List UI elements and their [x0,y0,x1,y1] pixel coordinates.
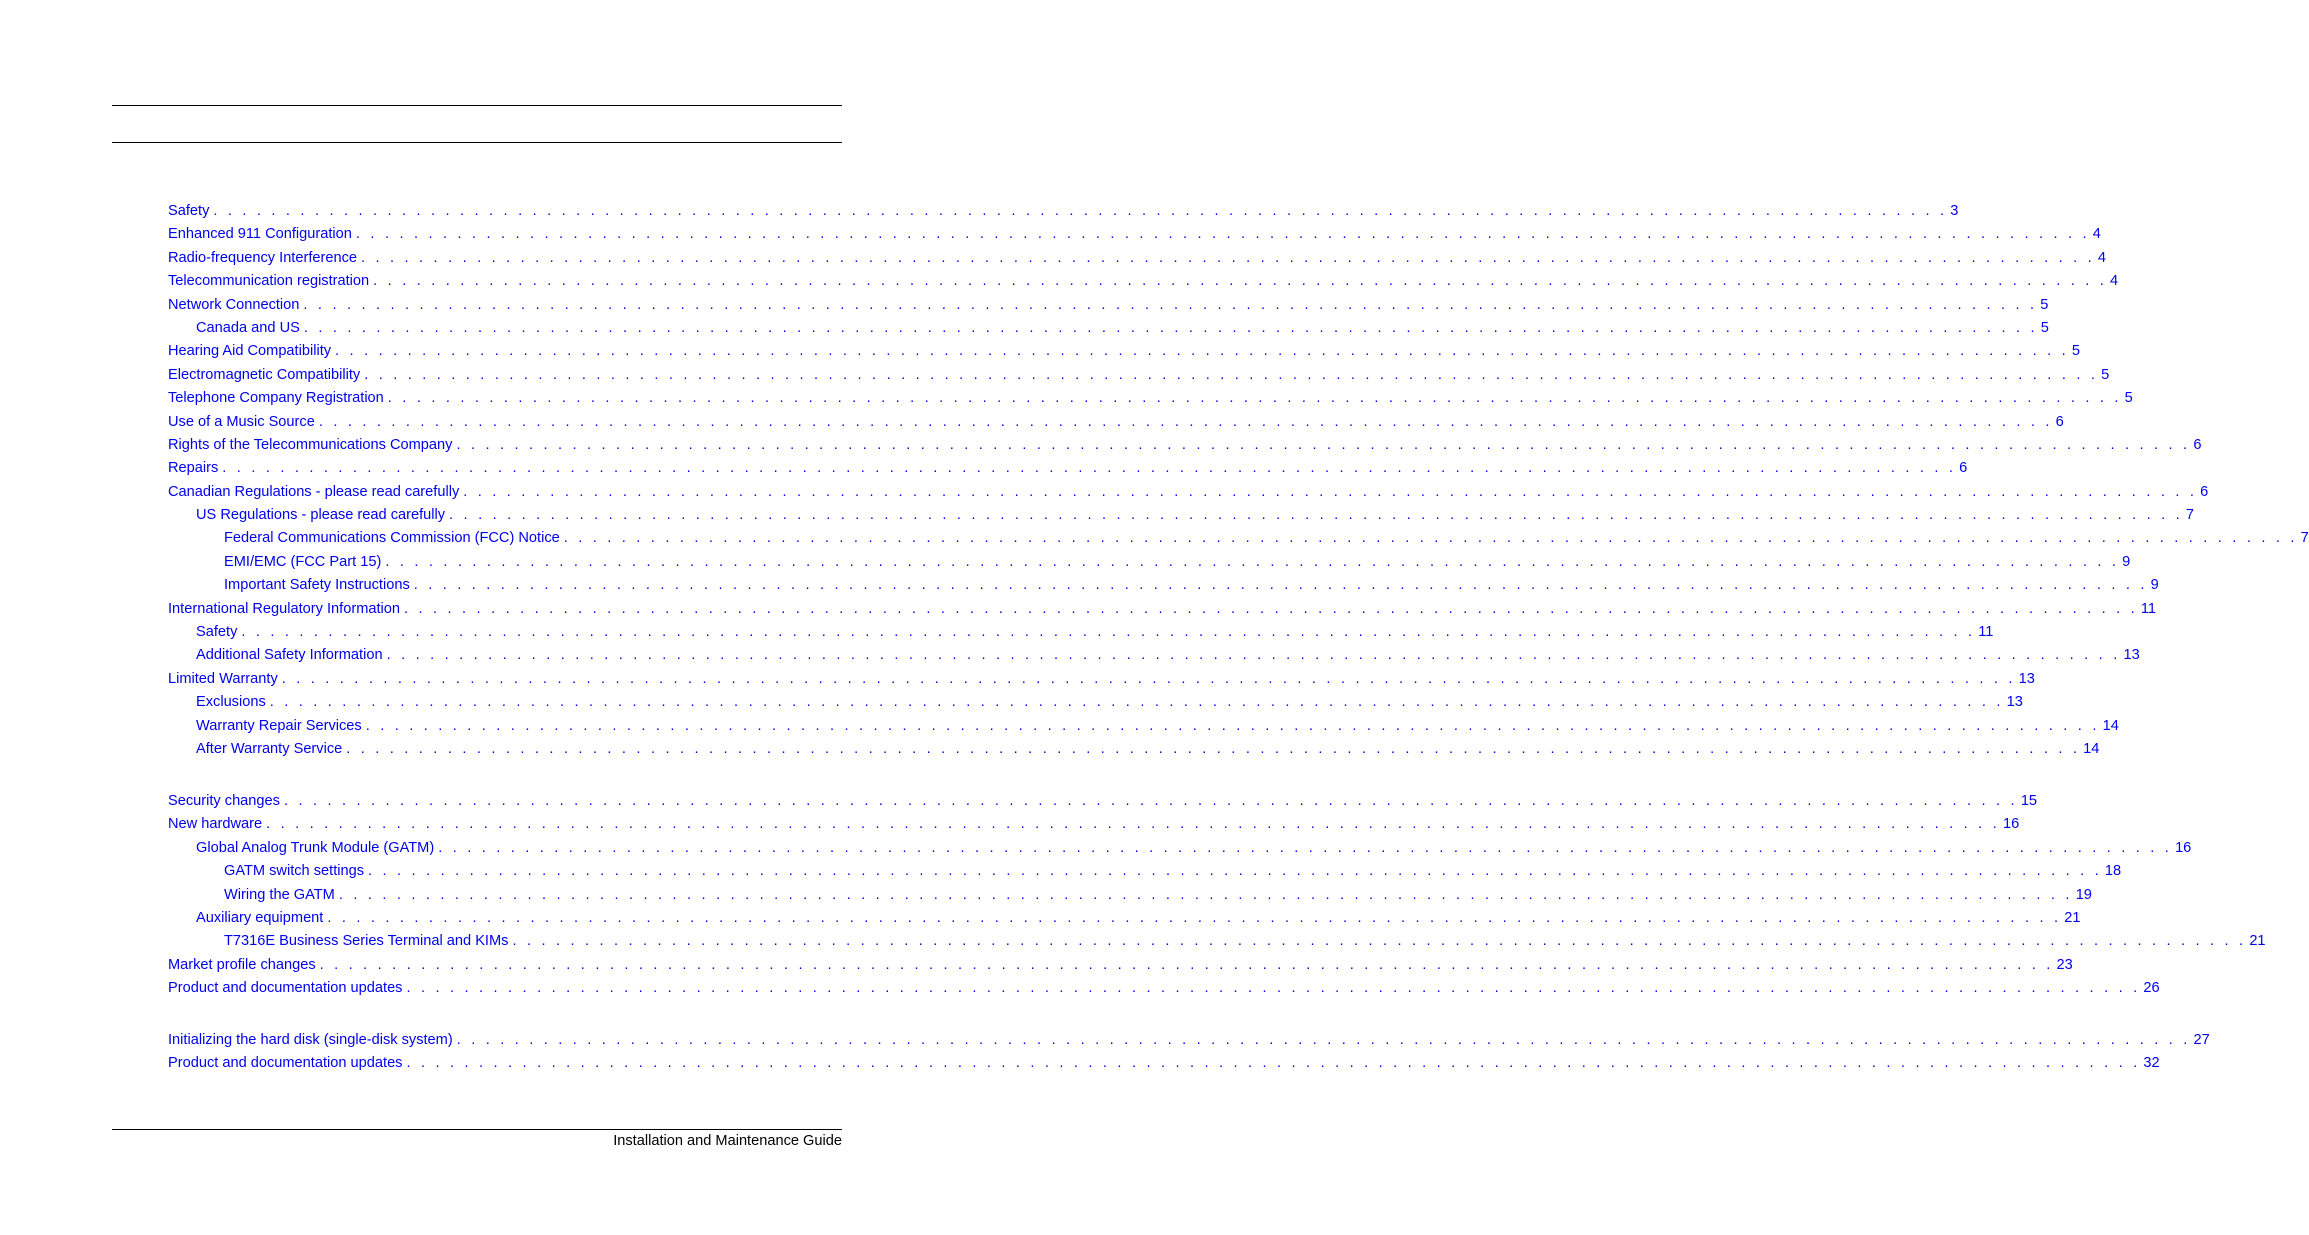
toc-entry-title: Enhanced 911 Configuration [168,226,352,243]
toc-entry[interactable] [168,790,2038,813]
toc-entry-title: Initializing the hard disk (single-disk system) [168,1032,453,1049]
footer-rule [112,1129,842,1130]
toc-entry-title: Electromagnetic Compatibility [168,366,361,383]
toc-page-number: 4 [2097,249,2106,266]
toc-dot-leader: . . . . . . . . . . . . . . . . . . . . . . . . . . . . . . . . . . . . . . . . . . . . . . . . . . . . . . . . . . . . . . . . . . . . . . . . . . . . . . . . . . . . . . . . . . . . . . . . . . . . . . . . . . . . . . . . . . . . . . . . [364,366,2099,383]
toc-entry-title: Limited Warranty [168,670,278,687]
toc-entry[interactable] [168,884,2092,907]
toc-entry-title: Additional Safety Information [196,647,383,664]
toc-entry-title: Market profile changes [168,956,316,973]
toc-page-number: 27 [2193,1032,2210,1049]
toc-entry-title: Product and documentation updates [168,1055,403,1072]
toc-entry[interactable] [168,551,2131,574]
toc-dot-leader: . . . . . . . . . . . . . . . . . . . . . . . . . . . . . . . . . . . . . . . . . . . . . . . . . . . . . . . . . . . . . . . . . . . . . . . . . . . . . . . . . . . . . . . . . . . . . . . . . . . . . . . . . . . . . . . . . . . . . . . . [283,792,2018,809]
toc-entry[interactable] [168,930,2266,953]
toc-entry-title: Radio-frequency Interference [168,249,358,266]
toc-dot-leader: . . . . . . . . . . . . . . . . . . . . . . . . . . . . . . . . . . . . . . . . . . . . . . . . . . . . . . . . . . . . . . . . . . . . . . . . . . . . . . . . . . . . . . . . . . . . . . . . . . . . . . . . . . . . . . . . . . . . . . . . [438,839,2173,856]
toc-entry[interactable] [168,621,1994,644]
toc-entry[interactable] [168,317,2049,340]
toc-page-number: 9 [2122,553,2131,570]
toc-entry[interactable] [168,837,2192,860]
toc-entry-title: T7316E Business Series Terminal and KIMs [224,933,509,950]
toc-dot-leader: . . . . . . . . . . . . . . . . . . . . . . . . . . . . . . . . . . . . . . . . . . . . . . . . . . . . . . . . . . . . . . . . . . . . . . . . . . . . . . . . . . . . . . . . . . . . . . . . . . . . . . . . . . . . . . . . . . . . . . . . [413,577,2148,594]
toc-entry[interactable] [168,340,2081,363]
toc-dot-leader: . . . . . . . . . . . . . . . . . . . . . . . . . . . . . . . . . . . . . . . . . . . . . . . . . . . . . . . . . . . . . . . . . . . . . . . . . . . . . . . . . . . . . . . . . . . . . . . . . . . . . . . . . . . . . . . . . . . . . . . . [266,816,2000,833]
toc-page-number: 21 [2249,933,2266,950]
toc-entry[interactable] [168,1052,2160,1075]
toc-entry-title: Telephone Company Registration [168,390,384,407]
toc-dot-leader: . . . . . . . . . . . . . . . . . . . . . . . . . . . . . . . . . . . . . . . . . . . . . . . . . . . . . . . . . . . . . . . . . . . . . . . . . . . . . . . . . . . . . . . . . . . . . . . . . . . . . . . . . . . . . . . . . . . . . . . . [563,530,2298,547]
toc-page-number: 32 [2143,1055,2160,1072]
toc-page-number: 5 [2101,366,2110,383]
toc-dot-leader: . . . . . . . . . . . . . . . . . . . . . . . . . . . . . . . . . . . . . . . . . . . . . . . . . . . . . . . . . . . . . . . . . . . . . . . . . . . . . . . . . . . . . . . . . . . . . . . . . . . . . . . . . . . . . . . . . . . . . . . . [281,670,2016,687]
footer-title: Installation and Maintenance Guide [613,1133,842,1149]
toc-entry[interactable] [168,598,2157,621]
toc-entry[interactable] [168,907,2081,930]
toc-entry-title: Canada and US [196,319,300,336]
toc-dot-leader: . . . . . . . . . . . . . . . . . . . . . . . . . . . . . . . . . . . . . . . . . . . . . . . . . . . . . . . . . . . . . . . . . . . . . . . . . . . . . . . . . . . . . . . . . . . . . . . . . . . . . . . . . . . . . . . . . . . . . . . . [385,553,2120,570]
toc-dot-leader: . . . . . . . . . . . . . . . . . . . . . . . . . . . . . . . . . . . . . . . . . . . . . . . . . . . . . . . . . . . . . . . . . . . . . . . . . . . . . . . . . . . . . . . . . . . . . . . . . . . . . . . . . . . . . . . . . . . . . . . . [449,507,2183,524]
toc-page-number: 6 [2055,413,2064,430]
toc-entry-title: GATM switch settings [224,863,365,880]
toc-page-number: 23 [2056,956,2073,973]
toc-dot-leader: . . . . . . . . . . . . . . . . . . . . . . . . . . . . . . . . . . . . . . . . . . . . . . . . . . . . . . . . . . . . . . . . . . . . . . . . . . . . . . . . . . . . . . . . . . . . . . . . . . . . . . . . . . . . . . . . . . . . . . . . [319,956,2054,973]
toc-entry[interactable] [168,294,2049,317]
toc-entry-title: US Regulations - please read carefully [196,507,446,524]
toc-dot-leader: . . . . . . . . . . . . . . . . . . . . . . . . . . . . . . . . . . . . . . . . . . . . . . . . . . . . . . . . . . . . . . . . . . . . . . . . . . . . . . . . . . . . . . . . . . . . . . . . . . . . . . . . . . . . . . . . . . . . . . . . [338,886,2073,903]
toc-dot-leader: . . . . . . . . . . . . . . . . . . . . . . . . . . . . . . . . . . . . . . . . . . . . . . . . . . . . . . . . . . . . . . . . . . . . . . . . . . . . . . . . . . . . . . . . . . . . . . . . . . . . . . . . . . . . . . . . . . . . . . . . [241,624,1976,641]
toc-page-number: 3 [1950,203,1959,219]
toc-entry[interactable] [168,738,2100,761]
toc-entry-title: EMI/EMC (FCC Part 15) [224,553,382,570]
toc-page-number: 7 [2185,507,2195,524]
toc-page-number: 14 [2102,717,2119,734]
toc-page-number: 16 [2175,839,2192,856]
toc-page-number: 5 [2071,343,2081,360]
toc-entry[interactable] [168,574,2159,597]
table-of-contents [168,200,2309,1076]
toc-page-number: 5 [2124,390,2133,407]
toc-entry[interactable] [168,457,1968,480]
toc-page-number: 13 [2018,670,2035,687]
toc-entry-title: Important Safety Instructions [224,577,410,594]
toc-entry-title: Warranty Repair Services [196,717,362,734]
toc-page-number: 18 [2104,863,2122,880]
top-rule-2 [112,142,842,143]
toc-section [168,1029,2210,1076]
toc-entry[interactable] [168,223,2101,246]
toc-page-number: 13 [2006,694,2023,711]
top-rule-1 [112,105,842,106]
toc-entry-title: Auxiliary equipment [196,909,324,926]
toc-page-number: 13 [2123,647,2140,664]
toc-entry-title: Telecommunication registration [168,273,370,290]
toc-page-number: 6 [1959,460,1968,477]
toc-page-number: 21 [2064,909,2081,926]
toc-entry[interactable] [168,270,2119,293]
toc-entry-title: Network Connection [168,296,300,313]
toc-page-number: 19 [2075,886,2092,903]
toc-page-number: 4 [2092,226,2101,243]
toc-entry[interactable] [168,668,2035,691]
toc-page-number: 5 [2040,319,2049,336]
toc-entry[interactable] [168,644,2140,667]
toc-dot-leader: . . . . . . . . . . . . . . . . . . . . . . . . . . . . . . . . . . . . . . . . . . . . . . . . . . . . . . . . . . . . . . . . . . . . . . . . . . . . . . . . . . . . . . . . . . . . . . . . . . . . . . . . . . . . . . . . . . . . . . . . [512,933,2247,950]
toc-dot-leader: . . . . . . . . . . . . . . . . . . . . . . . . . . . . . . . . . . . . . . . . . . . . . . . . . . . . . . . . . . . . . . . . . . . . . . . . . . . . . . . . . . . . . . . . . . . . . . . . . . . . . . . . . . . . . . . . . . . . . . . . [404,600,2138,617]
toc-entry[interactable] [168,434,2202,457]
toc-page-number: 16 [2002,816,2020,833]
toc-entry[interactable] [168,527,2309,550]
toc-dot-leader: . . . . . . . . . . . . . . . . . . . . . . . . . . . . . . . . . . . . . . . . . . . . . . . . . . . . . . . . . . . . . . . . . . . . . . . . . . . . . . . . . . . . . . . . . . . . . . . . . . . . . . . . . . . . . . . . . . . . . . . . [456,436,2191,453]
toc-entry-title: After Warranty Service [196,740,343,757]
toc-page-number: 5 [2040,296,2049,313]
toc-dot-leader: . . . . . . . . . . . . . . . . . . . . . . . . . . . . . . . . . . . . . . . . . . . . . . . . . . . . . . . . . . . . . . . . . . . . . . . . . . . . . . . . . . . . . . . . . . . . . . . . . . . . . . . . . . . . . . . . . . . . . . . . [303,296,2038,313]
toc-page-number: 4 [2110,273,2119,290]
toc-dot-leader: . . . . . . . . . . . . . . . . . . . . . . . . . . . . . . . . . . . . . . . . . . . . . . . . . . . . . . . . . . . . . . . . . . . . . . . . . . . . . . . . . . . . . . . . . . . . . . . . . . . . . . . . . . . . . . . . . . . . . . . . [222,460,1957,477]
toc-dot-leader: . . . . . . . . . . . . . . . . . . . . . . . . . . . . . . . . . . . . . . . . . . . . . . . . . . . . . . . . . . . . . . . . . . . . . . . . . . . . . . . . . . . . . . . . . . . . . . . . . . . . . . . . . . . . . . . . . . . . . . . . [346,740,2081,757]
toc-entry-title: Exclusions [196,694,266,711]
toc-entry[interactable] [168,504,2195,527]
toc-entry-title: Rights of the Telecommunications Company [168,436,453,453]
toc-dot-leader: . . . . . . . . . . . . . . . . . . . . . . . . . . . . . . . . . . . . . . . . . . . . . . . . . . . . . . . . . . . . . . . . . . . . . . . . . . . . . . . . . . . . . . . . . . . . . . . . . . . . . . . . . . . . . . . . . . . . . . . . [361,249,2095,266]
toc-entry-title: Safety [196,624,238,641]
toc-entry[interactable] [168,813,2020,836]
toc-entry[interactable] [168,411,2064,434]
toc-entry-title: Global Analog Trunk Module (GATM) [196,839,435,856]
toc-entry-title: Safety [168,203,210,219]
toc-page-number: 11 [2140,600,2157,617]
toc-page-number: 9 [2150,577,2159,594]
toc-entry[interactable] [168,691,2023,714]
toc-entry-title: International Regulatory Information [168,600,401,617]
toc-section [168,200,2309,761]
toc-entry-title: Repairs [168,460,219,477]
toc-entry[interactable] [168,200,1959,223]
toc-dot-leader: . . . . . . . . . . . . . . . . . . . . . . . . . . . . . . . . . . . . . . . . . . . . . . . . . . . . . . . . . . . . . . . . . . . . . . . . . . . . . . . . . . . . . . . . . . . . . . . . . . . . . . . . . . . . . . . . . . . . . . . . [213,203,1948,219]
toc-entry-title: New hardware [168,816,263,833]
toc-entry-title: Canadian Regulations - please read carefully [168,483,460,500]
toc-entry-title: Use of a Music Source [168,413,315,430]
toc-page-number: 26 [2143,980,2160,997]
toc-page-number: 7 [2300,530,2309,547]
toc-entry[interactable] [168,387,2133,410]
toc-entry[interactable] [168,715,2119,738]
toc-dot-leader: . . . . . . . . . . . . . . . . . . . . . . . . . . . . . . . . . . . . . . . . . . . . . . . . . . . . . . . . . . . . . . . . . . . . . . . . . . . . . . . . . . . . . . . . . . . . . . . . . . . . . . . . . . . . . . . . . . . . . . . . [463,483,2198,500]
toc-page-number: 11 [1978,624,1994,641]
toc-page-number: 6 [2200,483,2209,500]
toc-dot-leader: . . . . . . . . . . . . . . . . . . . . . . . . . . . . . . . . . . . . . . . . . . . . . . . . . . . . . . . . . . . . . . . . . . . . . . . . . . . . . . . . . . . . . . . . . . . . . . . . . . . . . . . . . . . . . . . . . . . . . . . . [406,1055,2141,1072]
toc-dot-leader: . . . . . . . . . . . . . . . . . . . . . . . . . . . . . . . . . . . . . . . . . . . . . . . . . . . . . . . . . . . . . . . . . . . . . . . . . . . . . . . . . . . . . . . . . . . . . . . . . . . . . . . . . . . . . . . . . . . . . . . . [373,273,2108,290]
toc-dot-leader: . . . . . . . . . . . . . . . . . . . . . . . . . . . . . . . . . . . . . . . . . . . . . . . . . . . . . . . . . . . . . . . . . . . . . . . . . . . . . . . . . . . . . . . . . . . . . . . . . . . . . . . . . . . . . . . . . . . . . . . . [406,980,2141,997]
toc-dot-leader: . . . . . . . . . . . . . . . . . . . . . . . . . . . . . . . . . . . . . . . . . . . . . . . . . . . . . . . . . . . . . . . . . . . . . . . . . . . . . . . . . . . . . . . . . . . . . . . . . . . . . . . . . . . . . . . . . . . . . . . . [318,413,2053,430]
toc-entry-title: Federal Communications Commission (FCC) Notice [224,530,560,547]
toc-entry[interactable] [168,364,2110,387]
toc-dot-leader: . . . . . . . . . . . . . . . . . . . . . . . . . . . . . . . . . . . . . . . . . . . . . . . . . . . . . . . . . . . . . . . . . . . . . . . . . . . . . . . . . . . . . . . . . . . . . . . . . . . . . . . . . . . . . . . . . . . . . . . . [335,343,2069,360]
toc-entry-title: Wiring the GATM [224,886,335,903]
toc-dot-leader: . . . . . . . . . . . . . . . . . . . . . . . . . . . . . . . . . . . . . . . . . . . . . . . . . . . . . . . . . . . . . . . . . . . . . . . . . . . . . . . . . . . . . . . . . . . . . . . . . . . . . . . . . . . . . . . . . . . . . . . . [365,717,2100,734]
toc-entry-title: Security changes [168,792,280,809]
toc-dot-leader: . . . . . . . . . . . . . . . . . . . . . . . . . . . . . . . . . . . . . . . . . . . . . . . . . . . . . . . . . . . . . . . . . . . . . . . . . . . . . . . . . . . . . . . . . . . . . . . . . . . . . . . . . . . . . . . . . . . . . . . . [269,694,2004,711]
toc-entry-title: Hearing Aid Compatibility [168,343,332,360]
toc-entry[interactable] [168,954,2073,977]
toc-dot-leader: . . . . . . . . . . . . . . . . . . . . . . . . . . . . . . . . . . . . . . . . . . . . . . . . . . . . . . . . . . . . . . . . . . . . . . . . . . . . . . . . . . . . . . . . . . . . . . . . . . . . . . . . . . . . . . . . . . . . . . . . [456,1032,2191,1049]
toc-page-number: 15 [2020,792,2038,809]
toc-entry[interactable] [168,1029,2210,1052]
toc-dot-leader: . . . . . . . . . . . . . . . . . . . . . . . . . . . . . . . . . . . . . . . . . . . . . . . . . . . . . . . . . . . . . . . . . . . . . . . . . . . . . . . . . . . . . . . . . . . . . . . . . . . . . . . . . . . . . . . . . . . . . . . . [386,647,2121,664]
toc-entry[interactable] [168,977,2160,1000]
toc-page-number: 14 [2083,740,2100,757]
toc-dot-leader: . . . . . . . . . . . . . . . . . . . . . . . . . . . . . . . . . . . . . . . . . . . . . . . . . . . . . . . . . . . . . . . . . . . . . . . . . . . . . . . . . . . . . . . . . . . . . . . . . . . . . . . . . . . . . . . . . . . . . . . . [303,319,2038,336]
toc-section [168,790,2266,1001]
toc-dot-leader: . . . . . . . . . . . . . . . . . . . . . . . . . . . . . . . . . . . . . . . . . . . . . . . . . . . . . . . . . . . . . . . . . . . . . . . . . . . . . . . . . . . . . . . . . . . . . . . . . . . . . . . . . . . . . . . . . . . . . . . . [355,226,2090,243]
toc-dot-leader: . . . . . . . . . . . . . . . . . . . . . . . . . . . . . . . . . . . . . . . . . . . . . . . . . . . . . . . . . . . . . . . . . . . . . . . . . . . . . . . . . . . . . . . . . . . . . . . . . . . . . . . . . . . . . . . . . . . . . . . . [327,909,2062,926]
toc-entry[interactable] [168,860,2122,883]
toc-page-number: 6 [2193,436,2202,453]
toc-dot-leader: . . . . . . . . . . . . . . . . . . . . . . . . . . . . . . . . . . . . . . . . . . . . . . . . . . . . . . . . . . . . . . . . . . . . . . . . . . . . . . . . . . . . . . . . . . . . . . . . . . . . . . . . . . . . . . . . . . . . . . . . [368,863,2102,880]
toc-entry-title: Product and documentation updates [168,980,403,997]
toc-entry[interactable] [168,247,2106,270]
toc-entry[interactable] [168,481,2209,504]
toc-dot-leader: . . . . . . . . . . . . . . . . . . . . . . . . . . . . . . . . . . . . . . . . . . . . . . . . . . . . . . . . . . . . . . . . . . . . . . . . . . . . . . . . . . . . . . . . . . . . . . . . . . . . . . . . . . . . . . . . . . . . . . . . [387,390,2122,407]
